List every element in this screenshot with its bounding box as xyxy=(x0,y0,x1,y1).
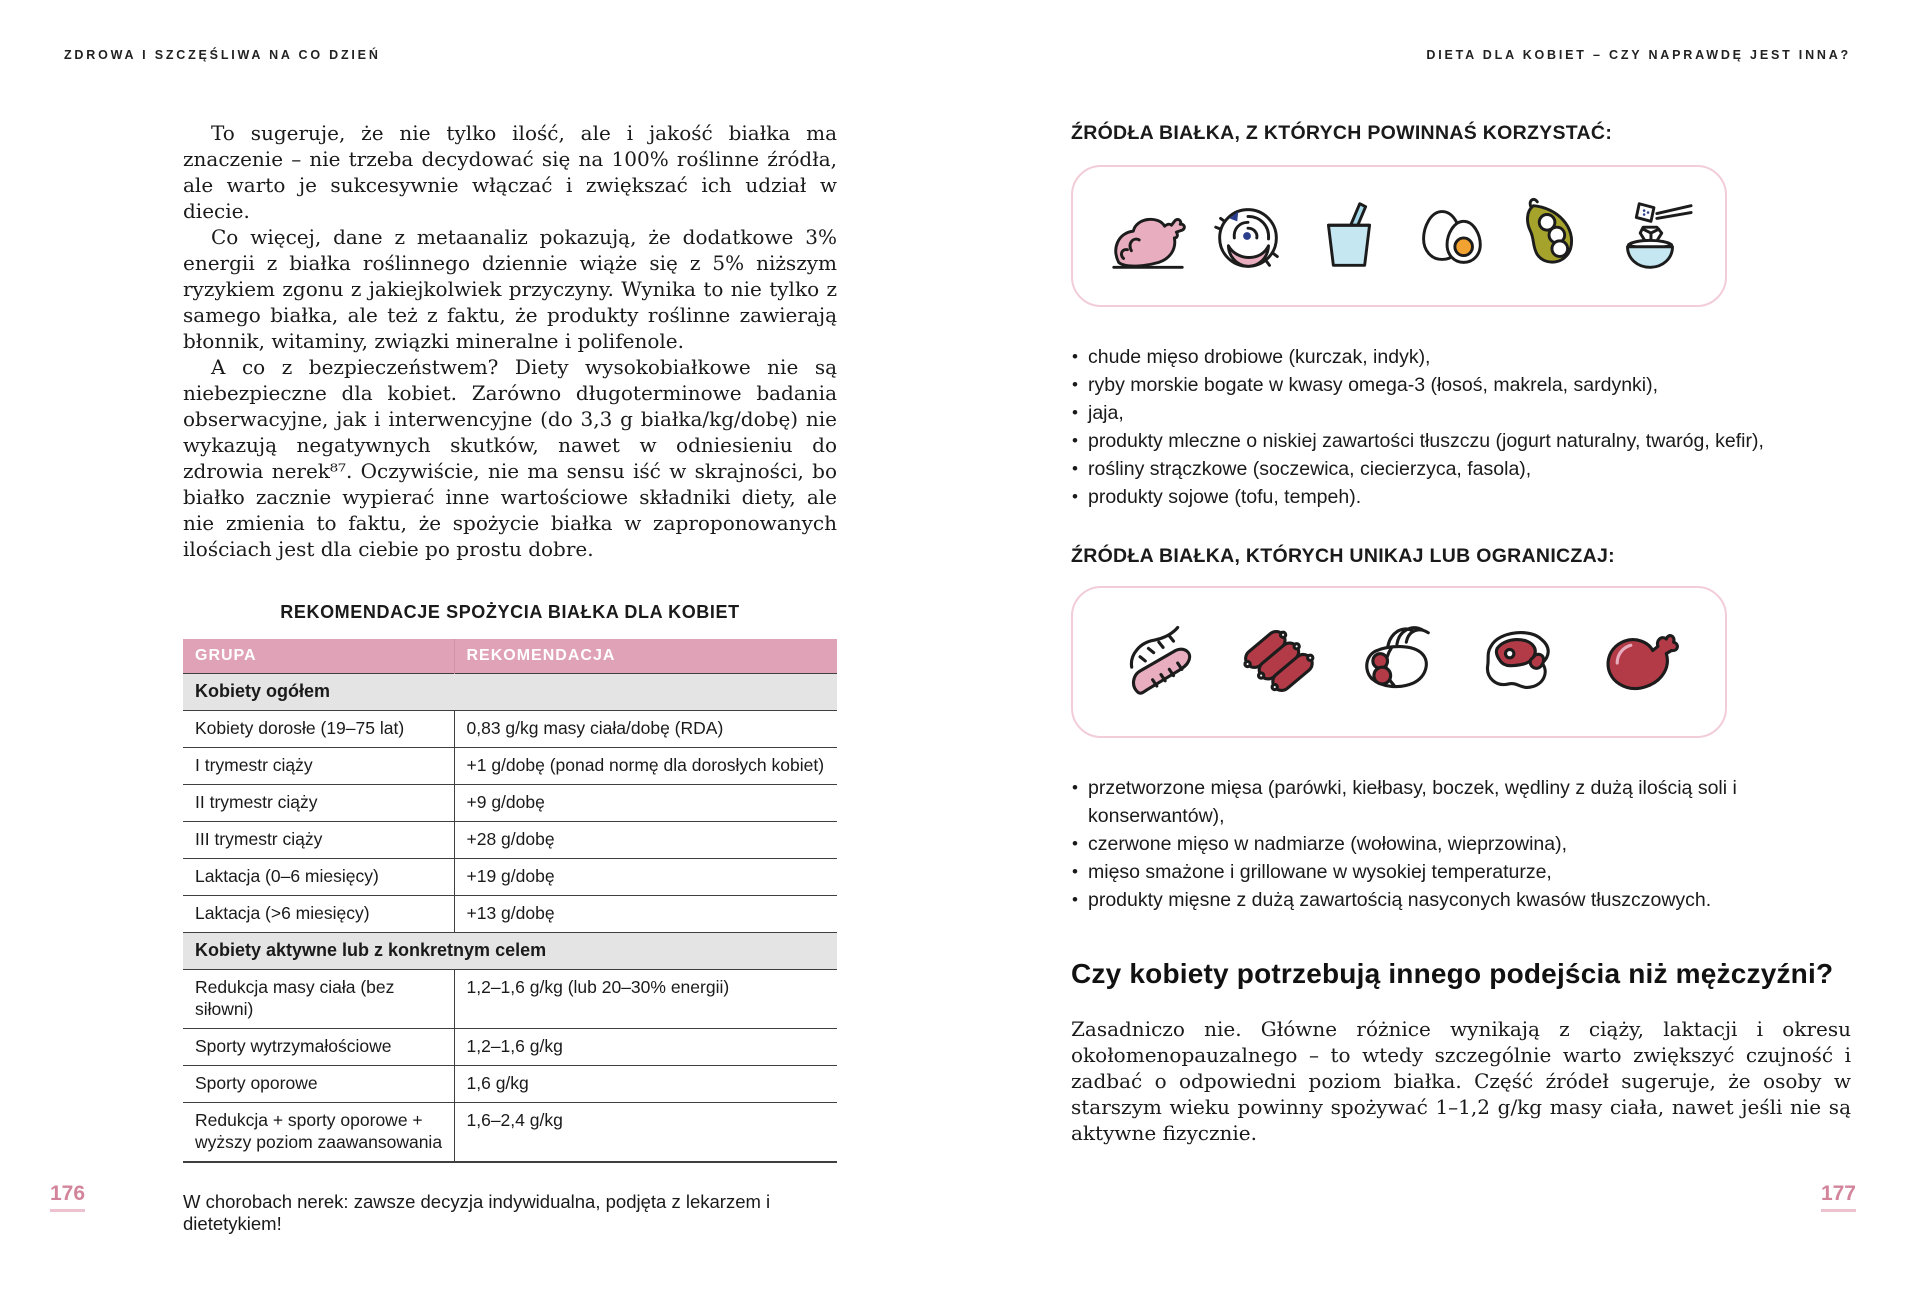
page-number-right: 177 xyxy=(1821,1182,1856,1212)
left-running-head: ZDROWA I SZCZĘŚLIWA NA CO DZIEŃ xyxy=(64,48,381,62)
list-item: • produkty sojowe (tofu, tempeh). xyxy=(1071,483,1851,511)
tofu-bowl-icon xyxy=(1606,192,1694,280)
cell-recommendation: 1,6–2,4 g/kg xyxy=(454,1103,837,1163)
list-item: • rośliny strączkowe (soczewica, ciecierzyca, fasola), xyxy=(1071,455,1851,483)
table-row xyxy=(183,970,837,1029)
cell-group: II trymestr ciąży xyxy=(183,785,454,822)
list-item: • mięso smażone i grillowane w wysokiej temperaturze, xyxy=(1071,858,1851,886)
column-header-rekomendacja: REKOMENDACJA xyxy=(454,639,837,674)
table-section-row xyxy=(183,674,837,711)
cell-recommendation: +13 g/dobę xyxy=(454,896,837,933)
cell-recommendation: +19 g/dobę xyxy=(454,859,837,896)
body-paragraph: Co więcej, dane z metaanaliz pokazują, że dodatkowe 3% energii z białka roślinnego dziennie wiąże się z 5% niższym ryzykiem zgonu z jakiejkolwiek przyczyny. Wynika to nie tylko z samego białka, ale też z faktu, że produkty roślinne zawierają błonnik, witaminy, związki mineralne i polifenole. xyxy=(183,225,837,353)
avoid-sources-list xyxy=(1071,774,1851,914)
page-number-left: 176 xyxy=(50,1182,85,1212)
table-row xyxy=(183,1029,837,1066)
list-item: • czerwone mięso w nadmiarze (wołowina, wieprzowina), xyxy=(1071,830,1851,858)
soybean-pod-icon xyxy=(1506,192,1594,280)
good-sources-icon-box xyxy=(1071,165,1727,307)
list-item: • produkty mięsne z dużą zawartością nasyconych kwasów tłuszczowych. xyxy=(1071,886,1851,914)
table-row xyxy=(183,785,837,822)
right-running-head: DIETA DLA KOBIET – CZY NAPRAWDĘ JEST INNA? xyxy=(1426,48,1851,62)
roast-poultry-icon xyxy=(1104,192,1192,280)
yogurt-cup-icon xyxy=(1305,192,1393,280)
table-row xyxy=(183,1103,837,1163)
ribs-icon xyxy=(1352,615,1446,709)
avoid-sources-heading: ŹRÓDŁA BIAŁKA, KTÓRYCH UNIKAJ LUB OGRANICZAJ: xyxy=(1071,545,1615,567)
body-paragraph: A co z bezpieczeństwem? Diety wysokobiałkowe nie są niebezpieczne dla kobiet. Zarówno długoterminowe badania obserwacyjne, jak i interwencyjne (do 3,3 g białka/kg/dobę) nie wykazują negatywnych skutków, nawet w odniesieniu do zdrowia nerek⁸⁷. Oczywiście, nie ma sensu iść w skrajności, bo białko zacznie wypierać inne wartościowe składniki diety, ale nie zmienia to faktu, że spożycie białka w zaproponowanych ilościach jest dla ciebie po prostu dobre. xyxy=(183,355,837,561)
cell-group: Laktacja (0–6 miesięcy) xyxy=(183,859,454,896)
cell-recommendation: 1,2–1,6 g/kg xyxy=(454,1029,837,1066)
table-row xyxy=(183,896,837,933)
boiled-eggs-icon xyxy=(1405,192,1493,280)
cell-group: III trymestr ciąży xyxy=(183,822,454,859)
section-header: Kobiety ogółem xyxy=(183,674,837,711)
cell-recommendation: 1,6 g/kg xyxy=(454,1066,837,1103)
list-item: • jaja, xyxy=(1071,399,1851,427)
cell-group: Sporty wytrzymałościowe xyxy=(183,1029,454,1066)
table-row xyxy=(183,859,837,896)
cell-group: Redukcja + sporty oporowe + wyższy poziom zaawansowania xyxy=(183,1103,454,1163)
steak-icon xyxy=(1470,615,1564,709)
protein-recommendations-table xyxy=(183,639,837,1163)
table-header-row xyxy=(183,639,837,674)
left-page-body xyxy=(183,120,837,1235)
salmon-steak-icon xyxy=(1204,192,1292,280)
table-row xyxy=(183,711,837,748)
cell-group: Kobiety dorosłe (19–75 lat) xyxy=(183,711,454,748)
cell-group: I trymestr ciąży xyxy=(183,748,454,785)
table-section-row xyxy=(183,933,837,970)
table-row xyxy=(183,1066,837,1103)
cell-group: Redukcja masy ciała (bez siłowni) xyxy=(183,970,454,1029)
cell-group: Sporty oporowe xyxy=(183,1066,454,1103)
list-item: • produkty mleczne o niskiej zawartości tłuszczu (jogurt naturalny, twaróg, kefir), xyxy=(1071,427,1851,455)
cell-recommendation: +1 g/dobę (ponad normę dla dorosłych kobiet) xyxy=(454,748,837,785)
list-item: • ryby morskie bogate w kwasy omega-3 (łosoś, makrela, sardynki), xyxy=(1071,371,1851,399)
cell-recommendation: 0,83 g/kg masy ciała/dobę (RDA) xyxy=(454,711,837,748)
cell-recommendation: +9 g/dobę xyxy=(454,785,837,822)
column-header-grupa: GRUPA xyxy=(183,639,454,674)
body-paragraph: To sugeruje, że nie tylko ilość, ale i jakość białka ma znaczenie – nie trzeba decydować się na 100% roślinne źródła, ale warto je sukcesywnie włączać i zwiększać ich udział w diecie. xyxy=(183,121,837,223)
list-item: • przetworzone mięsa (parówki, kiełbasy, boczek, wędliny z dużą ilością soli i konserwantów), xyxy=(1071,774,1851,830)
table-row xyxy=(183,822,837,859)
avoid-sources-icon-box xyxy=(1071,586,1727,738)
table-row xyxy=(183,748,837,785)
kidney-note: W chorobach nerek: zawsze decyzja indywidualna, podjęta z lekarzem i dietetykiem! xyxy=(183,1191,771,1234)
cell-recommendation: +28 g/dobę xyxy=(454,822,837,859)
sausage-links-icon xyxy=(1234,615,1328,709)
cell-group: Laktacja (>6 miesięcy) xyxy=(183,896,454,933)
right-page-body xyxy=(1071,122,1851,1146)
cell-recommendation: 1,2–1,6 g/kg (lub 20–30% energii) xyxy=(454,970,837,1029)
question-heading: Czy kobiety potrzebują innego podejścia niż mężczyźni? xyxy=(1071,958,1834,989)
good-sources-heading: ŹRÓDŁA BIAŁKA, Z KTÓRYCH POWINNAŚ KORZYSTAĆ: xyxy=(1071,122,1613,144)
table-title: REKOMENDACJE SPOŻYCIA BIAŁKA DLA KOBIET xyxy=(280,602,740,622)
ham-leg-icon xyxy=(1589,615,1683,709)
list-item: • chude mięso drobiowe (kurczak, indyk), xyxy=(1071,343,1851,371)
section-header: Kobiety aktywne lub z konkretnym celem xyxy=(183,933,837,970)
good-sources-list xyxy=(1071,343,1851,511)
sausage-icon xyxy=(1115,615,1209,709)
question-body: Zasadniczo nie. Główne różnice wynikają z ciąży, laktacji i okresu okołomenopauzalnego – to wtedy szczególnie warto zwiększyć czujność i zadbać o odpowiedni poziom białka. Część źródeł sugeruje, że osoby w starszym wieku powinny spożywać 1–1,2 g/kg masy ciała, nawet jeśli nie są aktywne fizycznie. xyxy=(1071,1017,1851,1145)
